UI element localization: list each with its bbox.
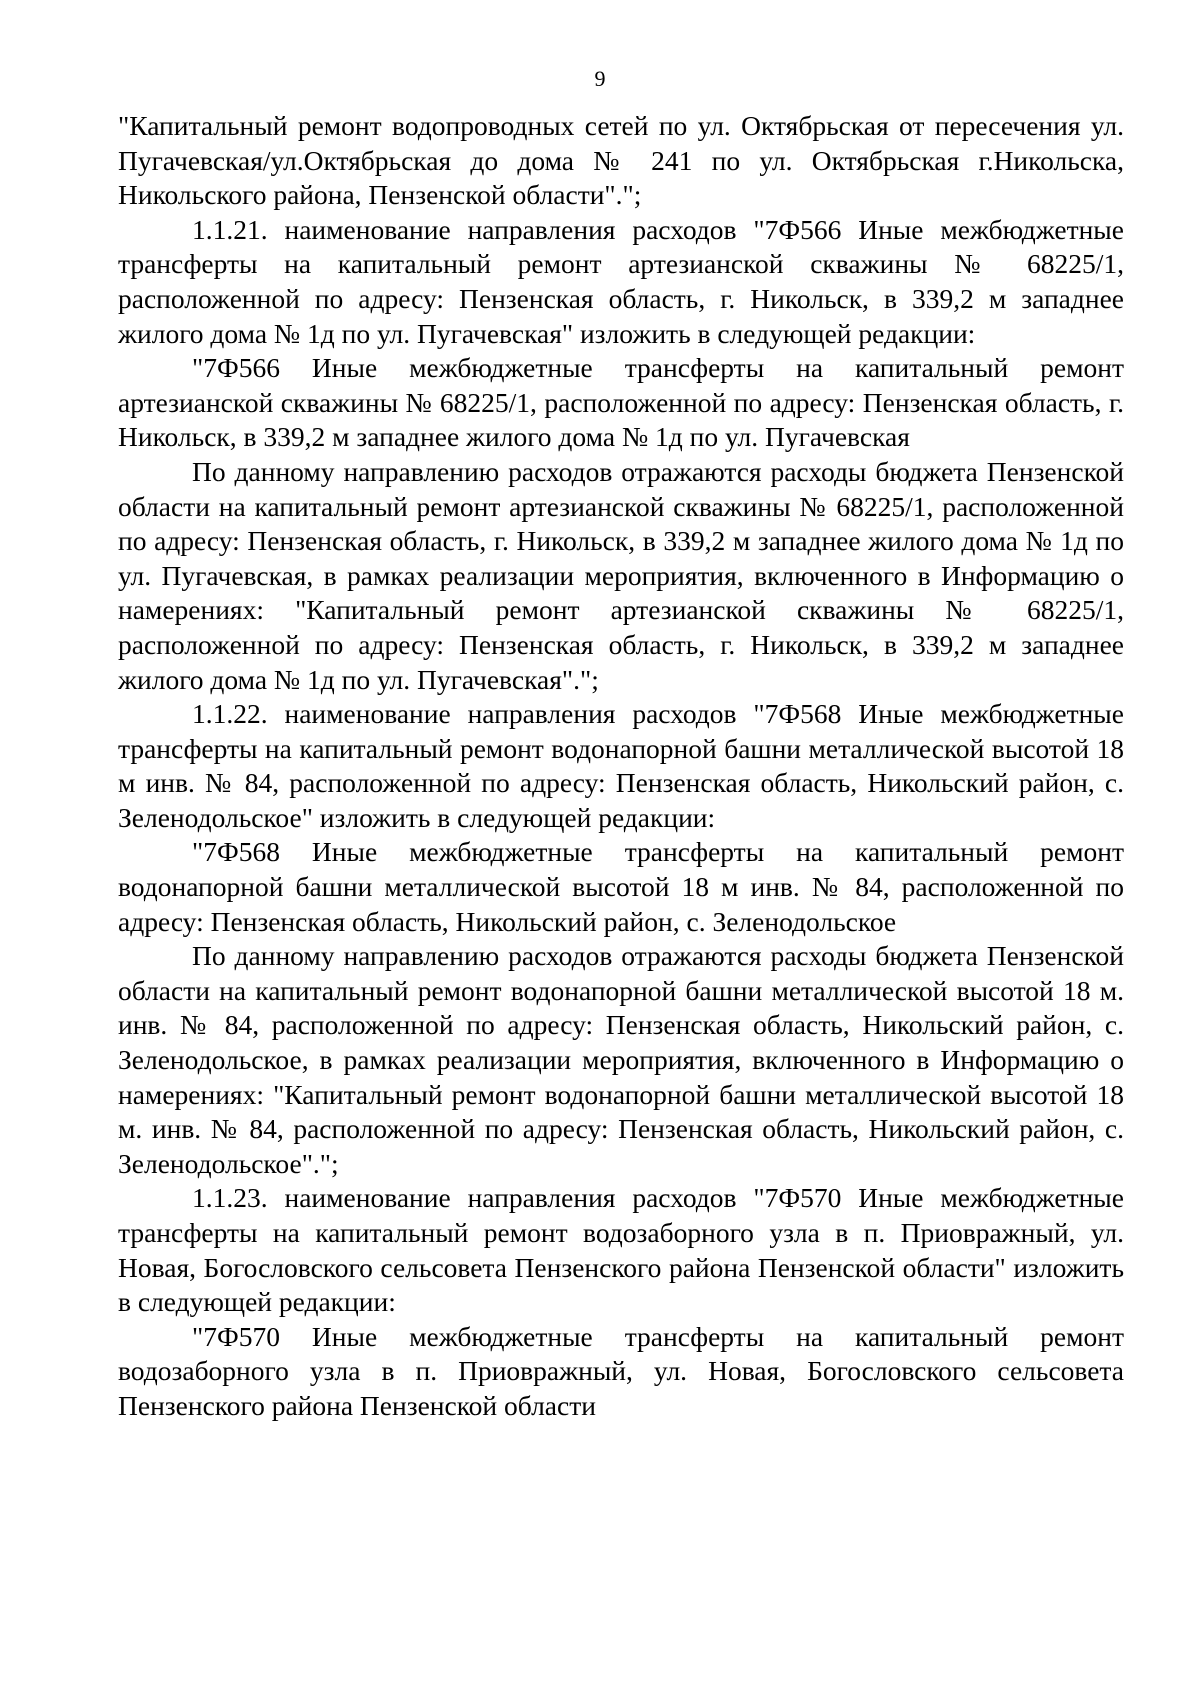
paragraph-description-7f568: По данному направлению расходов отражаются расходы бюджета Пензенской области на капитальный ремонт водонапорной башни металлической высотой 18 м. инв. № 84, расположенной по адресу: Пензенская область, Никольский район, с. Зеленодольское, в рамках реализации мероприятия, включенного в Информацию о намерениях: "Капитальный ремонт водонапорной башни металлической высотой 18 м. инв. № 84, расположенной по адресу: Пензенская область, Никольский район, с. Зеленодольское"."; <box>118 940 1124 1179</box>
paragraph-item-1-1-23: 1.1.23. наименование направления расходов "7Ф570 Иные межбюджетные трансферты на капитальный ремонт водозаборного узла в п. Приовражный, ул. Новая, Богословского сельсовета Пензенского района Пензенской области" изложить в следующей редакции: <box>118 1182 1124 1318</box>
paragraph-quote-7f570: "7Ф570 Иные межбюджетные трансферты на капитальный ремонт водозаборного узла в п. Приовражный, ул. Новая, Богословского сельсовета Пензенского района Пензенской области <box>118 1320 1124 1421</box>
paragraph-quote-7f566: "7Ф566 Иные межбюджетные трансферты на капитальный ремонт артезианской скважины № 68225/1, расположенной по адресу: Пензенская область, г. Никольск, в 339,2 м западнее жилого дома № 1д по ул. Пугачевская <box>118 352 1124 453</box>
paragraph-item-1-1-22: 1.1.22. наименование направления расходов "7Ф568 Иные межбюджетные трансферты на капитальный ремонт водонапорной башни металлической высотой 18 м инв. № 84, расположенной по адресу: Пензенская область, Никольский район, с. Зеленодольское" изложить в следующей редакции: <box>118 698 1124 833</box>
paragraph-continuation: "Капитальный ремонт водопроводных сетей по ул. Октябрьская от пересечения ул. Пугачевская/ул.Октябрьская до дома № 241 по ул. Октябрьская г.Никольска, Никольского района, Пензенской области"."; <box>118 110 1124 211</box>
document-body <box>118 109 1124 1424</box>
paragraph-quote-7f568: "7Ф568 Иные межбюджетные трансферты на капитальный ремонт водонапорной башни металлической высотой 18 м инв. № 84, расположенной по адресу: Пензенская область, Никольский район, с. Зеленодольское <box>118 836 1124 937</box>
paragraph-description-7f566: По данному направлению расходов отражаются расходы бюджета Пензенской области на капитальный ремонт артезианской скважины № 68225/1, расположенной по адресу: Пензенская область, г. Никольск, в 339,2 м западнее жилого дома № 1д по ул. Пугачевская, в рамках реализации мероприятия, включенного в Информацию о намерениях: "Капитальный ремонт артезианской скважины № 68225/1, расположенной по адресу: Пензенская область, г. Никольск, в 339,2 м западнее жилого дома № 1д по ул. Пугачевская"."; <box>118 455 1124 695</box>
paragraph-item-1-1-21: 1.1.21. наименование направления расходов "7Ф566 Иные межбюджетные трансферты на капитальный ремонт артезианской скважины № 68225/1, расположенной по адресу: Пензенская область, г. Никольск, в 339,2 м западнее жилого дома № 1д по ул. Пугачевская" изложить в следующей редакции: <box>118 213 1124 349</box>
page-number: 9 <box>594 66 606 91</box>
